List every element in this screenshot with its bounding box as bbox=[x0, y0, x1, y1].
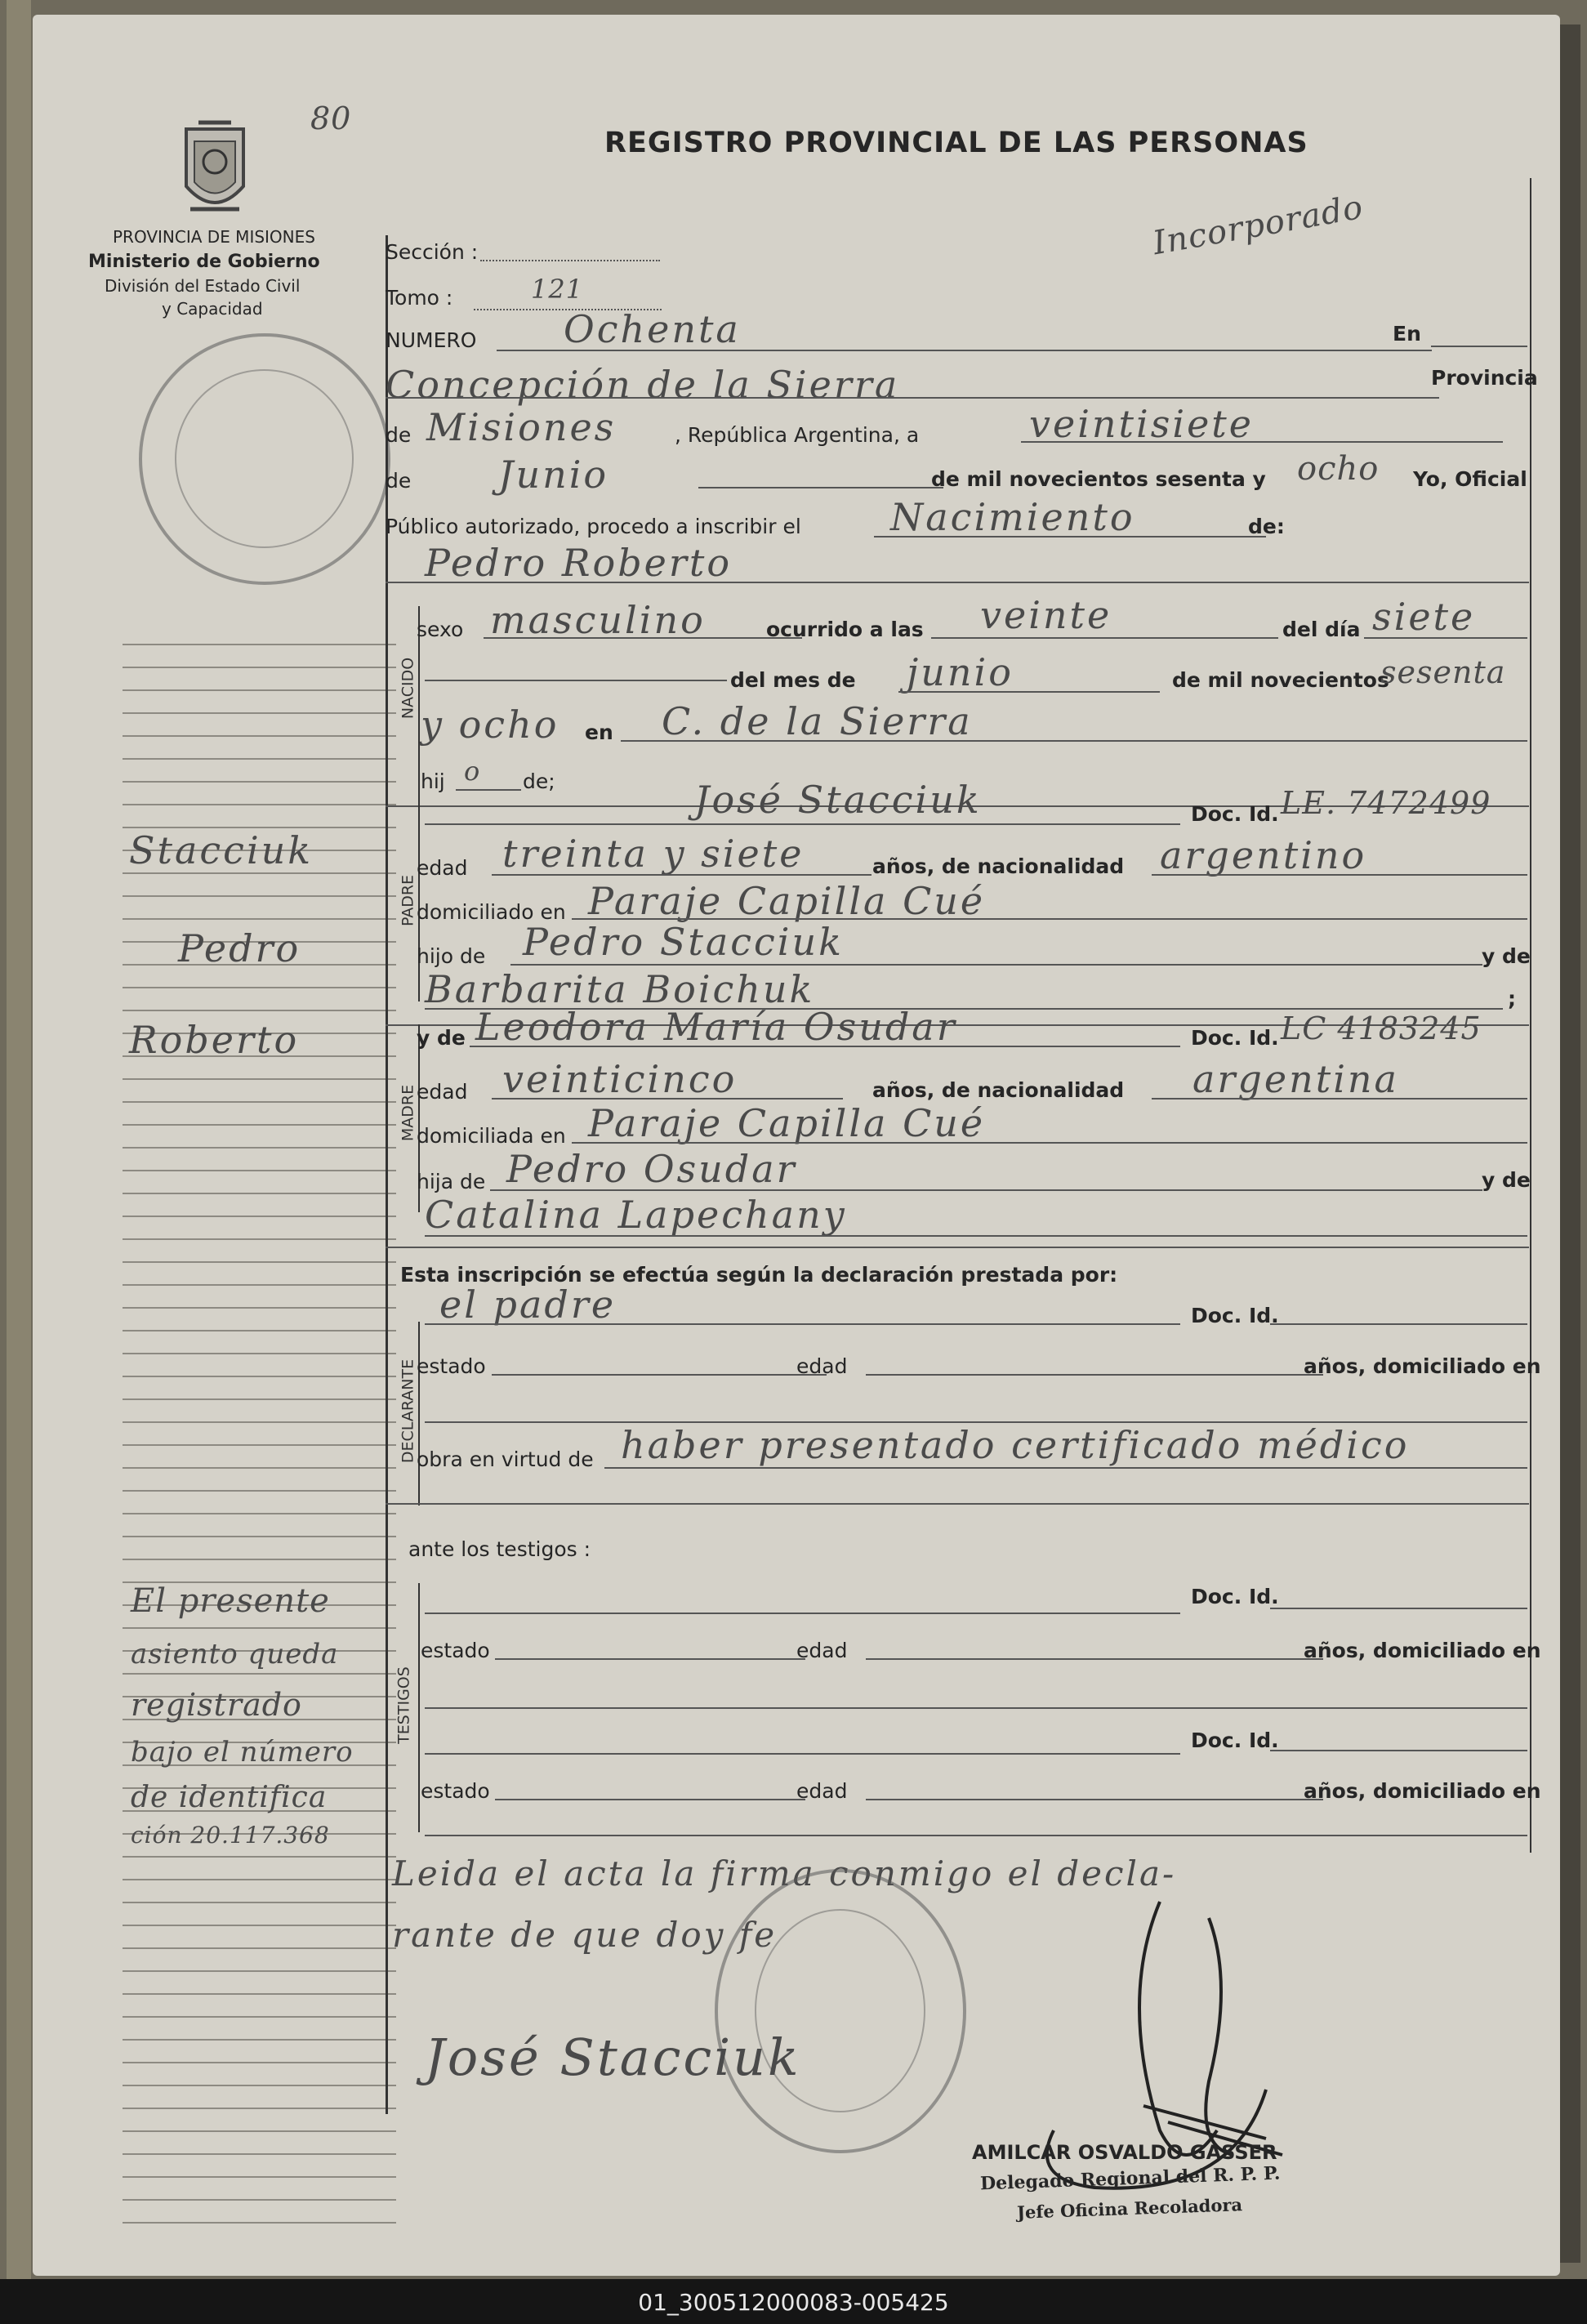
value-madre-nombre: Leodora María Osudar bbox=[475, 1005, 957, 1049]
line-testigo1-dom bbox=[425, 1707, 1527, 1709]
value-mes: Junio bbox=[498, 453, 609, 497]
value-anio-nac-b: y ocho bbox=[421, 703, 559, 747]
margin-middle-name: Roberto bbox=[129, 1018, 300, 1062]
label-de-mil-nov: de mil novecientos bbox=[1172, 668, 1389, 692]
line-madre-padre bbox=[490, 1189, 1482, 1191]
label-padre-edad: edad bbox=[417, 856, 468, 880]
value-acto: Nacimiento bbox=[890, 495, 1135, 539]
line-testigo2-estado bbox=[495, 1799, 805, 1800]
footer-bar bbox=[0, 2279, 1587, 2324]
line-sexo bbox=[484, 637, 802, 639]
label-del-mes: del mes de bbox=[730, 668, 856, 692]
line-seccion bbox=[480, 260, 660, 261]
header-province: PROVINCIA DE MISIONES bbox=[113, 227, 315, 247]
section-label-testigos: TESTIGOS bbox=[395, 1666, 413, 1744]
label-padre-y-de: y de bbox=[1482, 944, 1531, 968]
value-mes-nac: junio bbox=[907, 650, 1014, 694]
value-madre-dom: Paraje Capilla Cué bbox=[588, 1101, 986, 1145]
label-madre-hija-de: hija de bbox=[417, 1170, 486, 1193]
label-semicolon: ; bbox=[1508, 987, 1516, 1010]
value-tomo: 121 bbox=[531, 274, 584, 305]
label-testigo1-doc: Doc. Id. bbox=[1191, 1585, 1279, 1608]
value-anio: ocho bbox=[1297, 450, 1380, 488]
value-lugar-nac: C. de la Sierra bbox=[662, 699, 973, 743]
section-label-padre: PADRE bbox=[399, 874, 417, 927]
header-ministry: Ministerio de Gobierno bbox=[88, 252, 320, 272]
line-padre-edad bbox=[492, 874, 872, 876]
value-padre-nombre: José Stacciuk bbox=[694, 778, 982, 822]
line-acto bbox=[874, 536, 1266, 538]
line-nombre bbox=[386, 582, 1529, 583]
line-section-declarante bbox=[386, 1503, 1529, 1505]
margin-first-name: Pedro bbox=[178, 926, 301, 970]
value-provincia: Misiones bbox=[426, 405, 617, 449]
label-de-provincia: de bbox=[386, 423, 412, 447]
label-tomo: Tomo : bbox=[386, 286, 453, 310]
register-page bbox=[33, 15, 1560, 2276]
label-obra: obra en virtud de bbox=[417, 1447, 594, 1471]
line-hora bbox=[931, 637, 1278, 639]
line-declarante-edad bbox=[866, 1374, 1323, 1376]
label-sexo: sexo bbox=[417, 618, 464, 641]
line-dia-nac bbox=[1364, 637, 1527, 639]
label-madre-nac: años, de nacionalidad bbox=[872, 1078, 1125, 1102]
line-declarante-estado bbox=[492, 1374, 827, 1376]
label-en-lugar: en bbox=[585, 720, 613, 744]
line-section-madre bbox=[386, 1247, 1529, 1248]
value-lugar: Concepción de la Sierra bbox=[386, 363, 900, 407]
line-testigo1-edad bbox=[866, 1658, 1323, 1660]
line-padre-nombre bbox=[425, 823, 1180, 825]
closing-line-1: Leida el acta la firma conmigo el decla- bbox=[392, 1853, 1177, 1894]
label-testigo2-estado: estado bbox=[421, 1779, 490, 1803]
label-republica: , República Argentina, a bbox=[675, 423, 920, 447]
margin-note-line-6: ción 20.117.368 bbox=[131, 1822, 330, 1849]
label-publico: Público autorizado, procedo a inscribir el bbox=[386, 515, 801, 538]
line-madre-dom bbox=[572, 1142, 1527, 1144]
label-testigo1-estado: estado bbox=[421, 1639, 490, 1662]
header-division: División del Estado Civil bbox=[105, 276, 301, 296]
margin-surname: Stacciuk bbox=[129, 828, 314, 872]
line-en bbox=[1431, 346, 1527, 347]
line-testigo1-doc bbox=[1270, 1608, 1527, 1609]
label-testigo2-edad: edad bbox=[796, 1779, 848, 1803]
page-number: 80 bbox=[310, 100, 352, 136]
margin-note-line-4: bajo el número bbox=[131, 1736, 354, 1769]
official-office: Jefe Oficina Recoladora bbox=[1016, 2194, 1243, 2223]
label-testigo1-edad: edad bbox=[796, 1639, 848, 1662]
label-ocurrido: ocurrido a las bbox=[766, 618, 924, 641]
section-label-declarante: DECLARANTE bbox=[399, 1358, 417, 1464]
margin-note-line-5: de identifica bbox=[131, 1781, 328, 1814]
value-declarante: el padre bbox=[439, 1282, 617, 1327]
line-madre-nac bbox=[1152, 1098, 1527, 1100]
value-dia-nac: siete bbox=[1372, 595, 1476, 639]
margin-note-line-1: El presente bbox=[131, 1582, 330, 1620]
label-inscripcion: Esta inscripción se efectúa según la declaración prestada por: bbox=[400, 1263, 1118, 1287]
book-spine bbox=[7, 0, 31, 2279]
line-testigo2-dom bbox=[425, 1835, 1527, 1836]
value-dia: veintisiete bbox=[1029, 402, 1254, 446]
line-testigo2-edad bbox=[866, 1799, 1323, 1800]
divider-testigos bbox=[418, 1583, 420, 1832]
value-madre-nac: argentina bbox=[1192, 1057, 1399, 1101]
label-de-semicolon: de; bbox=[523, 769, 555, 793]
label-yo-oficial: Yo, Oficial bbox=[1413, 467, 1527, 491]
line-testigo1-estado bbox=[495, 1658, 805, 1660]
label-padre-hijo-de: hijo de bbox=[417, 944, 486, 968]
footer-filename: 01_300512000083-005425 bbox=[638, 2289, 949, 2316]
label-de-mil: de mil novecientos sesenta y bbox=[931, 467, 1266, 491]
value-padre-madre: Barbarita Boichuk bbox=[425, 967, 815, 1011]
label-de-colon: de: bbox=[1248, 515, 1285, 538]
line-lugar bbox=[386, 397, 1439, 399]
line-testigo2-nombre bbox=[425, 1753, 1180, 1755]
label-en: En bbox=[1393, 322, 1421, 346]
line-declarante bbox=[425, 1323, 1180, 1325]
page-title: REGISTRO PROVINCIAL DE LAS PERSONAS bbox=[604, 127, 1308, 159]
label-del-dia: del día bbox=[1282, 618, 1361, 641]
label-testigo2-anios-dom: años, domiciliado en bbox=[1304, 1779, 1541, 1803]
line-madre-madre bbox=[425, 1235, 1527, 1237]
line-blank-nacido bbox=[425, 680, 727, 681]
declarant-signature: José Stacciuk bbox=[425, 2027, 801, 2087]
line-madre-nombre bbox=[470, 1046, 1180, 1047]
margin-note-line-3: registrado bbox=[131, 1687, 302, 1723]
value-madre-doc: LC 4183245 bbox=[1281, 1010, 1482, 1046]
label-declarante-estado: estado bbox=[417, 1354, 486, 1378]
label-testigo2-doc: Doc. Id. bbox=[1191, 1729, 1279, 1752]
section-label-madre: MADRE bbox=[399, 1084, 417, 1142]
column-divider-right bbox=[1530, 178, 1531, 1853]
margin-note-line-2: asiento queda bbox=[131, 1638, 339, 1671]
value-anio-nac: sesenta bbox=[1380, 654, 1506, 690]
handwritten-annotation: Incorporado bbox=[1149, 188, 1366, 263]
label-padre-nac: años, de nacionalidad bbox=[872, 854, 1125, 878]
label-declarante-anios-dom: años, domiciliado en bbox=[1304, 1354, 1541, 1378]
line-hij bbox=[456, 789, 521, 791]
line-madre-edad bbox=[492, 1098, 843, 1100]
label-seccion: Sección : bbox=[386, 240, 479, 264]
line-mes-nac bbox=[898, 691, 1160, 693]
label-declarante-doc: Doc. Id. bbox=[1191, 1304, 1279, 1327]
line-testigo2-doc bbox=[1270, 1750, 1527, 1751]
line-obra bbox=[604, 1467, 1527, 1469]
value-padre-padre: Pedro Stacciuk bbox=[523, 920, 845, 964]
label-madre-y-de-2: y de bbox=[1482, 1168, 1531, 1192]
line-testigo1-nombre bbox=[425, 1613, 1180, 1614]
label-de-mes: de bbox=[386, 469, 412, 493]
value-padre-dom: Paraje Capilla Cué bbox=[588, 879, 986, 923]
header-capacity: y Capacidad bbox=[162, 299, 263, 319]
value-padre-doc: LE. 7472499 bbox=[1281, 785, 1491, 821]
line-dia bbox=[1021, 441, 1503, 443]
label-madre-edad: edad bbox=[417, 1080, 468, 1104]
value-hij-suffix: o bbox=[464, 756, 481, 787]
label-padre-dom: domiciliado en bbox=[417, 900, 566, 924]
line-mes bbox=[698, 487, 943, 488]
label-numero: NUMERO bbox=[386, 328, 477, 352]
divider-declarante bbox=[418, 1322, 420, 1505]
label-padre-doc: Doc. Id. bbox=[1191, 802, 1279, 826]
label-testigos: ante los testigos : bbox=[408, 1537, 591, 1561]
closing-line-2: rante de que doy fe bbox=[392, 1915, 778, 1955]
line-padre-padre bbox=[510, 964, 1482, 966]
value-madre-edad: veinticinco bbox=[502, 1057, 738, 1101]
label-hij: hij bbox=[421, 769, 445, 793]
official-role: Delegado Regional del R. P. P. bbox=[979, 2162, 1281, 2195]
coat-of-arms-icon bbox=[178, 113, 252, 227]
value-hora: veinte bbox=[980, 593, 1112, 637]
value-sexo: masculino bbox=[490, 598, 706, 642]
line-numero bbox=[497, 350, 1432, 351]
circular-seal-left bbox=[139, 333, 390, 585]
line-lugar-nac bbox=[621, 740, 1527, 742]
circular-seal-bottom bbox=[715, 1869, 966, 2153]
section-label-nacido: NACIDO bbox=[399, 657, 417, 720]
value-madre-madre: Catalina Lapechany bbox=[425, 1193, 847, 1237]
value-numero: Ochenta bbox=[564, 307, 741, 351]
label-madre-dom: domiciliada en bbox=[417, 1124, 566, 1148]
label-madre-y-de: y de bbox=[417, 1026, 466, 1050]
label-provincia: Provincia bbox=[1431, 366, 1538, 390]
value-nombre: Pedro Roberto bbox=[425, 541, 733, 585]
label-declarante-edad: edad bbox=[796, 1354, 848, 1378]
official-name: AMILCAR OSVALDO GASSER bbox=[972, 2141, 1277, 2164]
line-declarante-doc bbox=[1270, 1323, 1527, 1325]
value-padre-nac: argentino bbox=[1160, 833, 1367, 877]
label-madre-doc: Doc. Id. bbox=[1191, 1026, 1279, 1050]
value-madre-padre: Pedro Osudar bbox=[506, 1147, 797, 1191]
value-obra: haber presentado certificado médico bbox=[621, 1423, 1410, 1467]
line-padre-nac bbox=[1152, 874, 1527, 876]
value-padre-edad: treinta y siete bbox=[502, 832, 805, 876]
label-testigo1-anios-dom: años, domiciliado en bbox=[1304, 1639, 1541, 1662]
